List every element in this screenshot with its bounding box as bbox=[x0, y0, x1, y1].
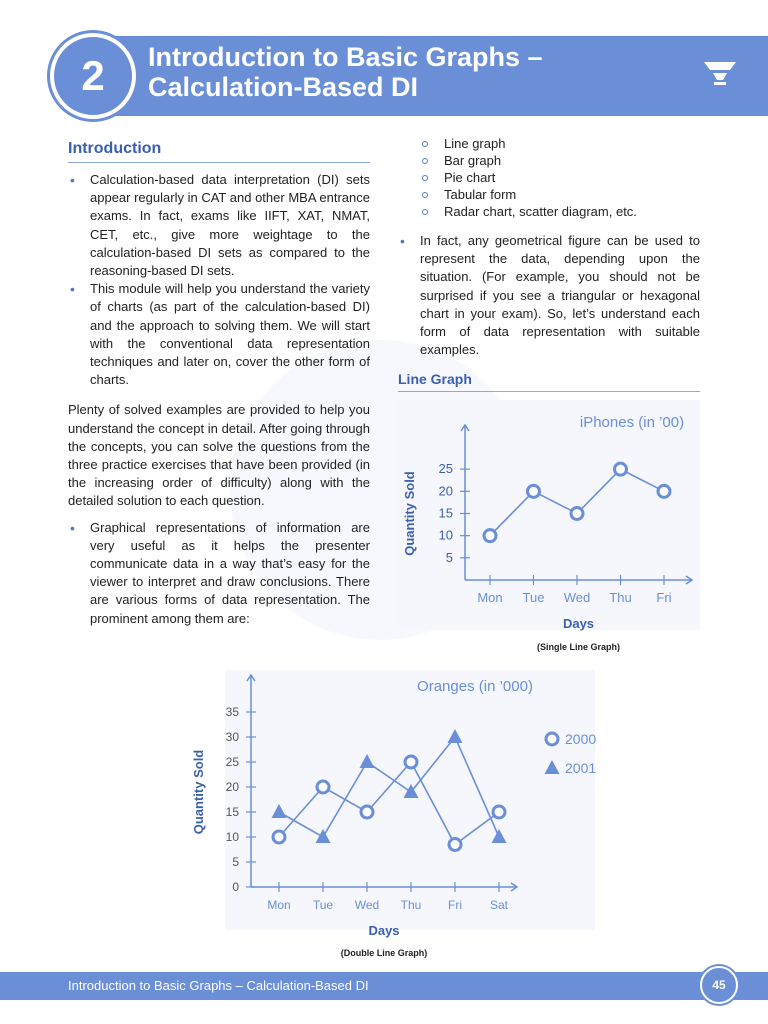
y-tick-label: 25 bbox=[438, 461, 453, 477]
data-point-circle bbox=[658, 485, 670, 497]
chapter-title-line1: Introduction to Basic Graphs – bbox=[148, 42, 543, 72]
y-tick-label: 20 bbox=[225, 780, 239, 794]
legend-label: 2000 bbox=[565, 731, 597, 747]
right-column bbox=[398, 135, 700, 400]
graph-types-list bbox=[422, 135, 700, 220]
x-tick-label: Tue bbox=[522, 590, 545, 605]
legend-marker-circle bbox=[546, 733, 558, 745]
x-tick-label: Mon bbox=[267, 898, 291, 912]
left-column bbox=[68, 140, 370, 628]
footer-text: Introduction to Basic Graphs – Calculation-Based DI bbox=[68, 978, 369, 993]
data-point-circle bbox=[449, 839, 461, 851]
chart-caption: (Single Line Graph) bbox=[536, 642, 621, 652]
x-tick-label: Mon bbox=[477, 590, 503, 605]
y-tick-label: 5 bbox=[445, 549, 453, 565]
y-axis-label: Quantity Sold bbox=[191, 749, 206, 835]
x-tick-label: Thu bbox=[609, 590, 632, 605]
page-number: 45 bbox=[700, 966, 738, 1004]
y-tick-label: 0 bbox=[232, 880, 239, 894]
data-point-circle bbox=[528, 485, 540, 497]
x-tick-label: Sat bbox=[489, 898, 509, 912]
intro-bullet-2: • This module will help you understand the variety of charts (as part of the calculation-based DI) and the approach to solving them. We will start with the conventional data representation techniques and later on, cover the other form of charts. bbox=[68, 280, 370, 389]
chapter-title bbox=[148, 42, 543, 102]
line-graph-heading: Line Graph bbox=[398, 371, 700, 392]
y-tick-label: 20 bbox=[438, 483, 453, 499]
x-tick-label: Tue bbox=[312, 898, 334, 912]
y-axis-label: Quantity Sold bbox=[402, 471, 417, 556]
intro-bullet-1: • Calculation-based data interpretation (DI) sets appear regularly in CAT and other MBA entrance exams. In fact, exams like IIFT, XAT, NMAT, CET, etc., give more weightage to the calculation-based DI sets as compared to the reasoning-based DI sets. bbox=[68, 171, 370, 280]
brand-logo-icon bbox=[702, 58, 738, 88]
intro-heading: Introduction bbox=[68, 140, 370, 163]
list-item: Bar graph bbox=[422, 152, 700, 169]
x-tick-label: Fri bbox=[656, 590, 672, 605]
list-item: Radar chart, scatter diagram, etc. bbox=[422, 203, 700, 220]
y-tick-label: 30 bbox=[225, 730, 239, 744]
data-point-circle bbox=[484, 530, 496, 542]
x-tick-label: Wed bbox=[354, 898, 380, 912]
x-axis-label: Days bbox=[562, 616, 595, 631]
chart-title: Oranges (in ’000) bbox=[417, 678, 533, 695]
y-tick-label: 10 bbox=[225, 830, 239, 844]
y-tick-label: 10 bbox=[438, 527, 453, 543]
list-item: Tabular form bbox=[422, 186, 700, 203]
chapter-number-badge: 2 bbox=[50, 33, 136, 119]
data-point-circle bbox=[571, 508, 583, 520]
chart-caption: (Double Line Graph) bbox=[340, 948, 428, 958]
data-point-circle bbox=[317, 781, 329, 793]
chapter-title-line2: Calculation-Based DI bbox=[148, 72, 419, 102]
data-point-circle bbox=[361, 806, 373, 818]
intro-paragraph: Plenty of solved examples are provided to help you understand the concept in detail. After going through the concepts, you can solve the questions from the three practice exercises that have been provided (in the increasing order of difficulty) along with the detailed solution to each question. bbox=[68, 402, 370, 509]
data-point-circle bbox=[405, 756, 417, 768]
chart-title: iPhones (in ’00) bbox=[579, 414, 685, 431]
y-tick-label: 15 bbox=[225, 805, 239, 819]
intro-bullet-3: • Graphical representations of information are very useful as it helps the presenter communicate data in a way that’s easy for the viewer to interpret and draw conclusions. There are various forms of data representation. The prominent among them are: bbox=[68, 519, 370, 628]
data-point-circle bbox=[493, 806, 505, 818]
y-tick-label: 25 bbox=[225, 755, 239, 769]
y-tick-label: 15 bbox=[438, 505, 453, 521]
double-line-chart bbox=[185, 670, 615, 962]
list-item: Line graph bbox=[422, 135, 700, 152]
intro-bullet-4: • In fact, any geometrical figure can be used to represent the data, depending upon the situation. (For example, you should not be surprised if you see a triangular or hexagonal chart in your exam). So, let’s understand each form of data representation with suitable examples. bbox=[398, 232, 700, 359]
data-point-circle bbox=[615, 463, 627, 475]
y-tick-label: 5 bbox=[232, 855, 239, 869]
legend-label: 2001 bbox=[565, 760, 597, 776]
x-tick-label: Wed bbox=[563, 590, 591, 605]
x-axis-label: Days bbox=[368, 923, 400, 938]
x-tick-label: Fri bbox=[448, 898, 462, 912]
single-line-chart bbox=[398, 400, 700, 658]
chart-panel bbox=[225, 670, 595, 930]
y-tick-label: 35 bbox=[225, 705, 239, 719]
x-tick-label: Thu bbox=[400, 898, 422, 912]
data-point-circle bbox=[273, 831, 285, 843]
list-item: Pie chart bbox=[422, 169, 700, 186]
